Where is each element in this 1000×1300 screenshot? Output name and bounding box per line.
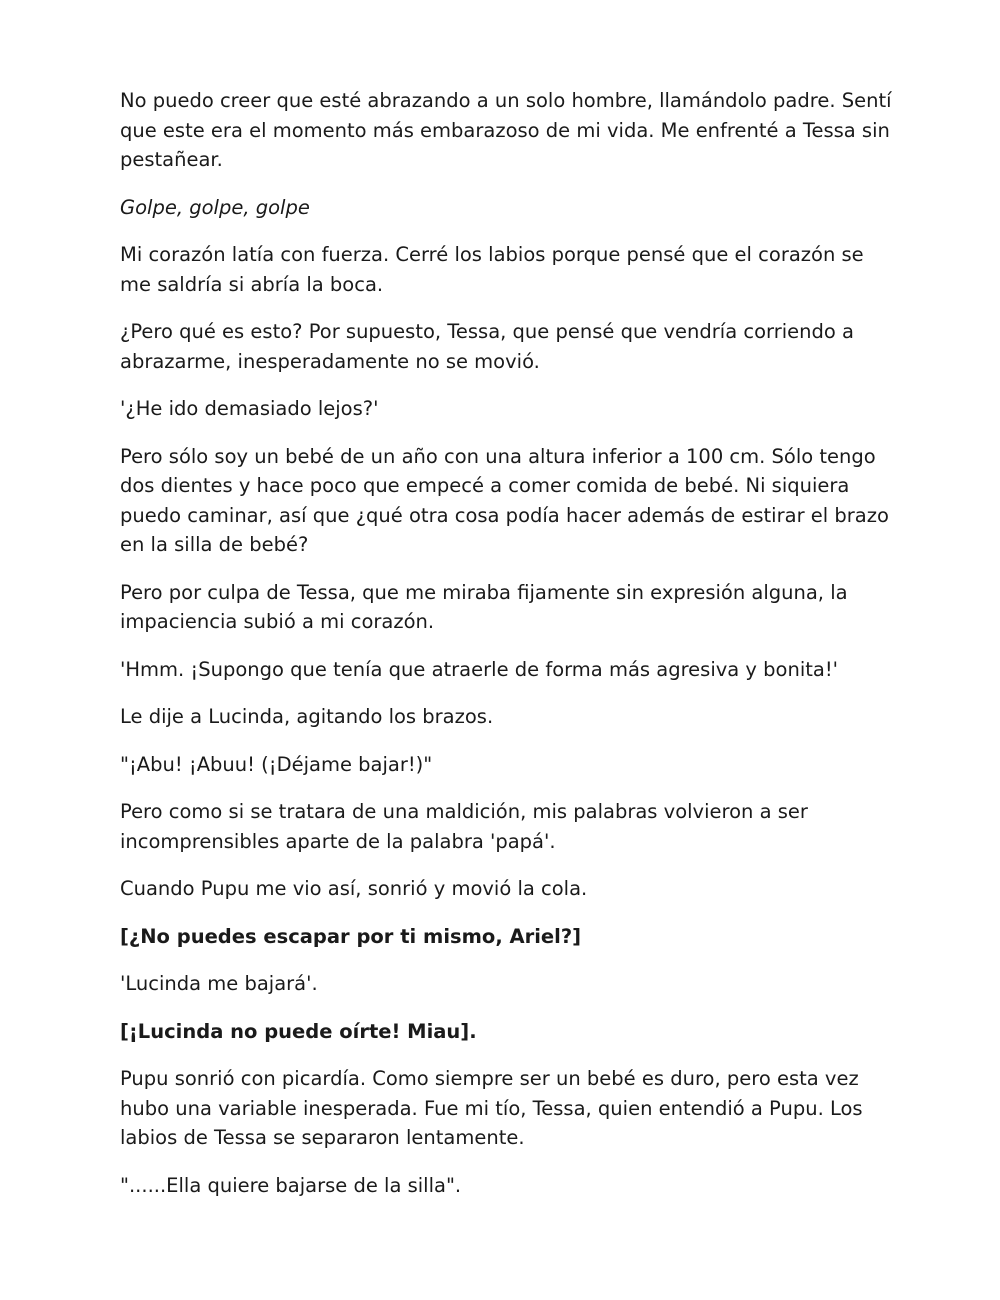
paragraph: Cuando Pupu me vio así, sonrió y movió la cola.: [120, 877, 588, 900]
paragraph: Pupu sonrió con picardía. Como siempre ser un bebé es duro, pero esta vez hubo una variable inesperada. Fue mi tío, Tessa, quien entendió a Pupu. Los labios de Tessa se separaron lentamente.: [120, 1067, 863, 1149]
document-body: [120, 86, 895, 1218]
paragraph-bold: [¿No puedes escapar por ti mismo, Ariel?]: [120, 924, 582, 948]
paragraph: Pero por culpa de Tessa, que me miraba fijamente sin expresión alguna, la impaciencia subió a mi corazón.: [120, 580, 848, 633]
paragraph: "......Ella quiere bajarse de la silla".: [120, 1173, 462, 1197]
paragraph: Pero sólo soy un bebé de un año con una altura inferior a 100 cm. Sólo tengo dos dientes y hace poco que empecé a comer comida de bebé. Ni siquiera puedo caminar, así que ¿qué otra cosa podía hacer además de estirar el brazo en la silla de bebé?: [120, 444, 889, 556]
paragraph: 'Lucinda me bajará'.: [120, 972, 318, 995]
paragraph: 'Hmm. ¡Supongo que tenía que atraerle de forma más agresiva y bonita!': [120, 657, 839, 681]
paragraph: Le dije a Lucinda, agitando los brazos.: [120, 705, 494, 728]
paragraph: "¡Abu! ¡Abuu! (¡Déjame bajar!)": [120, 752, 433, 776]
paragraph: '¿He ido demasiado lejos?': [120, 397, 379, 420]
paragraph-italic: Golpe, golpe, golpe: [120, 195, 310, 219]
paragraph: Pero como si se tratara de una maldición, mis palabras volvieron a ser incomprensibles aparte de la palabra 'papá'.: [120, 800, 808, 853]
paragraph: No puedo creer que esté abrazando a un solo hombre, llamándolo padre. Sentí que este era el momento más embarazoso de mi vida. Me enfrenté a Tessa sin pestañear.: [120, 89, 892, 171]
paragraph-bold: [¡Lucinda no puede oírte! Miau].: [120, 1019, 477, 1043]
paragraph: Mi corazón latía con fuerza. Cerré los labios porque pensé que el corazón se me saldría si abría la boca.: [120, 243, 864, 296]
paragraph: ¿Pero qué es esto? Por supuesto, Tessa, que pensé que vendría corriendo a abrazarme, inesperadamente no se movió.: [120, 320, 854, 373]
